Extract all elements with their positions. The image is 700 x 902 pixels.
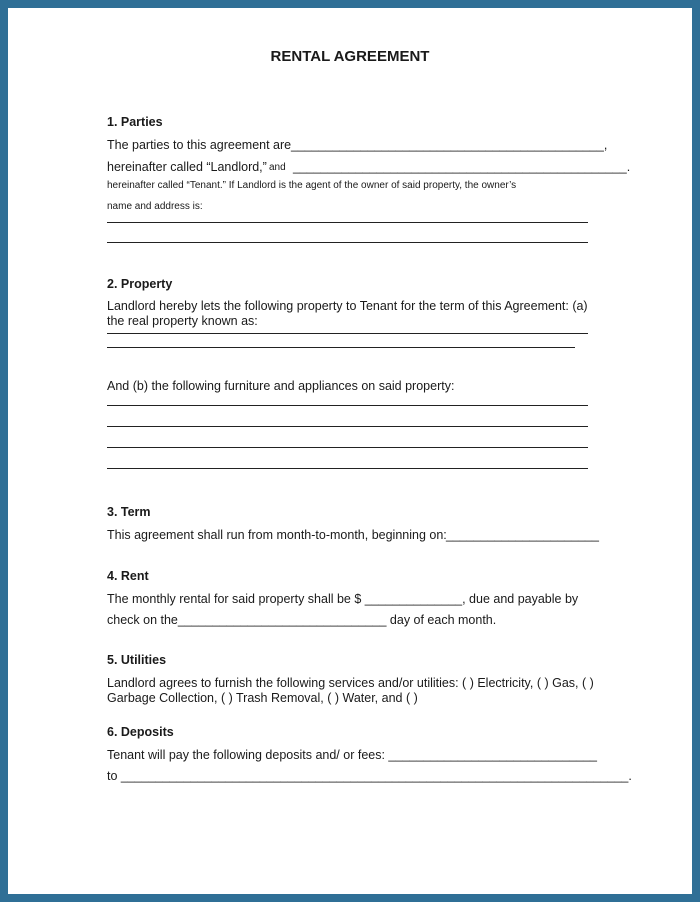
rent-line1: The monthly rental for said property shall be $ ______________, due and payable by: [107, 592, 579, 606]
property-line2: the real property known as:: [107, 314, 258, 328]
term-line1: This agreement shall run from month-to-month, beginning on:: [107, 528, 447, 542]
parties-line2: hereinafter called “Landlord,”: [107, 160, 267, 174]
document-title: RENTAL AGREEMENT: [270, 48, 430, 65]
parties-line1: The parties to this agreement are: [107, 138, 292, 152]
parties-heading: 1. Parties: [107, 115, 163, 129]
parties-rule-2: [107, 242, 588, 243]
rent-heading: 4. Rent: [107, 569, 149, 583]
parties-blank-2: ________________________________________________.: [293, 160, 631, 174]
deposits-heading: 6. Deposits: [107, 725, 174, 739]
utilities-heading: 5. Utilities: [107, 653, 167, 667]
property-rule-1: [107, 333, 588, 334]
property-heading: 2. Property: [107, 277, 173, 291]
parties-line2-and: and: [269, 162, 286, 173]
deposits-line1: Tenant will pay the following deposits and/ or fees: ______________________________: [107, 748, 597, 762]
property-line3: And (b) the following furniture and appliances on said property:: [107, 379, 455, 393]
parties-blank-1: _____________________________________________,: [291, 138, 608, 152]
document-page: [8, 8, 692, 894]
property-line1: Landlord hereby lets the following property to Tenant for the term of this Agreement: (a): [107, 299, 588, 313]
term-heading: 3. Term: [107, 505, 151, 519]
property-rule-5: [107, 447, 588, 448]
property-rule-4: [107, 426, 588, 427]
utilities-line2: Garbage Collection, ( ) Trash Removal, ( ) Water, and ( ): [107, 691, 418, 705]
deposits-line2: to _________________________________________________________________________.: [107, 769, 632, 783]
parties-line4: name and address is:: [107, 201, 203, 212]
rent-line2: check on the______________________________ day of each month.: [107, 613, 497, 627]
parties-line3: hereinafter called “Tenant.” If Landlord is the agent of the owner of said property, the owner’s: [107, 180, 517, 191]
property-rule-3: [107, 405, 588, 406]
property-rule-6: [107, 468, 588, 469]
utilities-line1: Landlord agrees to furnish the following services and/or utilities: ( ) Electricity, ( ) Gas, ( ): [107, 676, 594, 690]
term-blank: ______________________: [446, 528, 599, 542]
parties-rule-1: [107, 222, 588, 223]
property-rule-2: [107, 347, 575, 348]
